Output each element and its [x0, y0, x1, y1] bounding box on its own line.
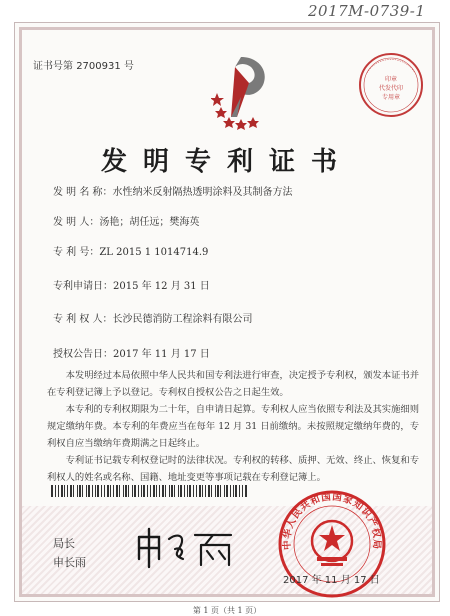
inventors-value: 汤艳；胡任远；樊海英 [99, 217, 200, 228]
handwritten-signature [133, 523, 243, 571]
patent-office-logo-icon [211, 53, 271, 133]
svg-text:专用章: 专用章 [381, 94, 401, 101]
patentee-value: 长沙民德消防工程涂料有限公司 [112, 314, 253, 325]
body-paragraph-3: 专利证书记载专利权登记时的法律状况。专利权的转移、质押、无效、终止、恢复和专利权人的姓名或名称、国籍、地址变更等事项记载在专利登记簿上。 [47, 455, 419, 483]
field-grant-date [53, 345, 210, 360]
field-invention-name [53, 183, 293, 198]
field-patentee [53, 310, 253, 325]
certificate-number-label: 证书号第 [33, 61, 73, 72]
certificate-number-value: 2700931 [76, 61, 121, 72]
certificate-body [47, 367, 419, 486]
filing-date-label: 专利申请日： [53, 281, 113, 292]
invention-name-label: 发 明 名 称： [53, 187, 113, 198]
filing-date-value: 2015 年 12 月 31 日 [113, 281, 210, 292]
patent-certificate [14, 22, 440, 615]
inventors-label: 发 明 人： [53, 217, 100, 228]
seal-date: 2017 年 11 月 17 日 [283, 575, 380, 586]
patent-number-value: ZL 2015 1 1014714.9 [99, 247, 209, 258]
field-filing-date [53, 277, 210, 292]
patent-number-label: 专 利 号： [53, 247, 100, 258]
grant-date-label: 授权公告日： [53, 349, 113, 360]
page-footer: 第 1 页（共 1 页） [192, 606, 262, 615]
invention-name-value: 水性纳米反射隔热透明涂料及其制备方法 [112, 187, 293, 198]
top-seal-stamp [357, 51, 425, 119]
field-inventors [53, 213, 199, 228]
field-patent-number [53, 243, 208, 258]
body-paragraph-2: 本专利的专利权期限为二十年，自申请日起算。专利权人应当依照专利法及其实施细则规定缴纳年费。本专利的年费应当在每年 12 月 31 日前缴纳。未按照规定缴纳年费的，专利权自应当缴纳年费期满之日起终止。 [47, 404, 419, 449]
svg-text:中华人民共和国国家知识产权局: 中华人民共和国国家知识产权局 [281, 491, 383, 551]
handwritten-note: 2017M-0739-1 [308, 2, 426, 20]
certificate-number [33, 57, 134, 72]
certificate-number-suffix: 号 [123, 61, 134, 72]
svg-text:代发代印: 代发代印 [378, 85, 404, 92]
body-paragraph-1: 本发明经过本局依照中华人民共和国专利法进行审查，决定授予专利权，颁发本证书并在专利登记簿上予以登记。专利权自授权公告之日起生效。 [47, 370, 419, 398]
signature-name: 申长雨 [53, 556, 86, 569]
grant-date-value: 2017 年 11 月 17 日 [113, 349, 210, 360]
svg-text:印章: 印章 [384, 76, 398, 83]
barcode [51, 485, 247, 497]
certificate-title: 发明专利证书 [100, 147, 353, 177]
signature-title: 局长 [53, 537, 75, 550]
patentee-label: 专 利 权 人： [53, 314, 113, 325]
